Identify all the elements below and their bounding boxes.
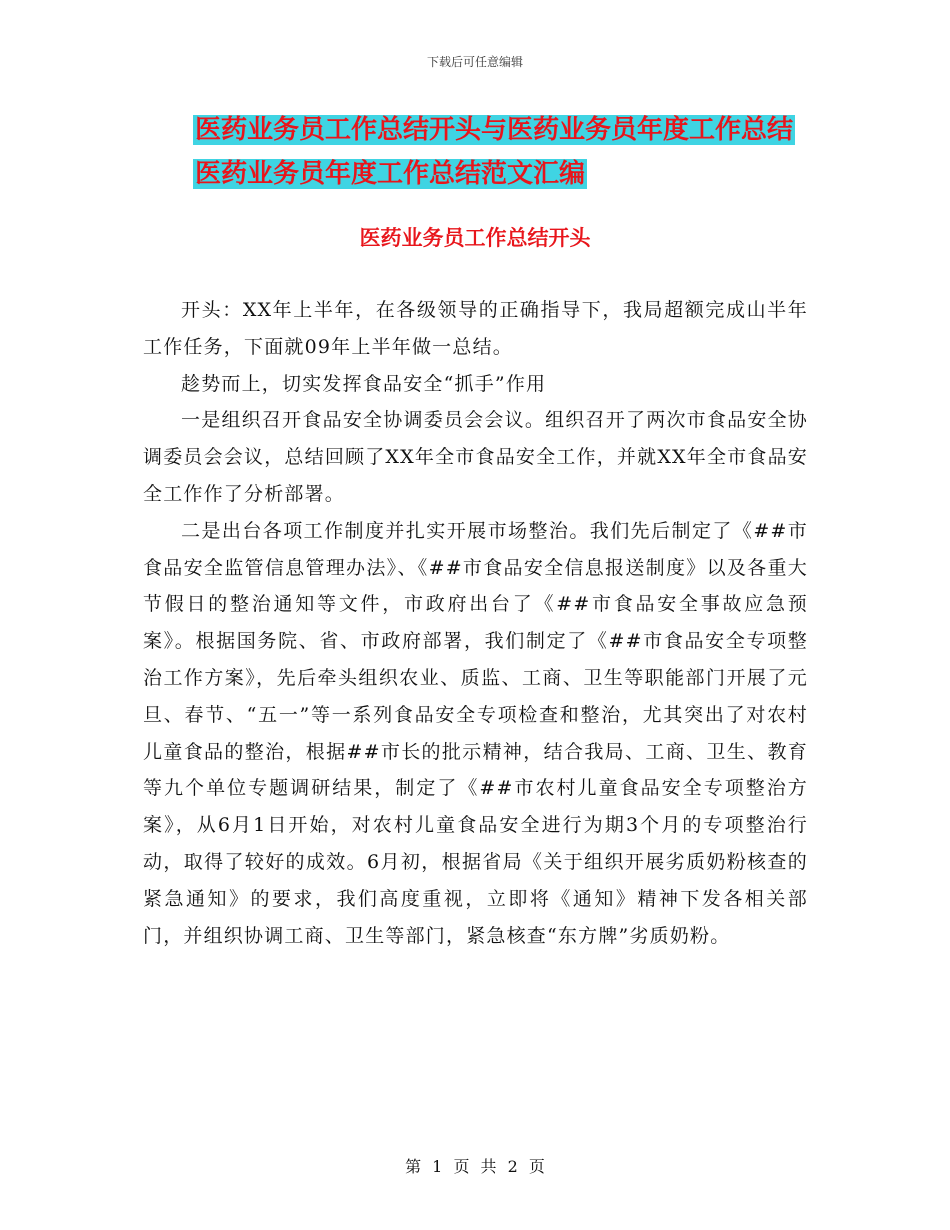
title-line-1 bbox=[193, 110, 795, 150]
title-line-1-text: 医药业务员工作总结开头与医药业务员年度工作总结 bbox=[195, 115, 794, 145]
page-number-footer: 第 1 页 共 2 页 bbox=[405, 1157, 545, 1176]
body-text bbox=[143, 292, 808, 954]
paragraph-item-1: 一是组织召开食品安全协调委员会会议。组织召开了两次市食品安全协调委员会会议，总结回顾了XX年全市食品安全工作，并就XX年全市食品安全工作作了分析部署。 bbox=[143, 409, 808, 505]
title-line-2 bbox=[193, 154, 587, 194]
section-heading: 医药业务员工作总结开头 bbox=[359, 226, 591, 250]
paragraph-item-2: 二是出台各项工作制度并扎实开展市场整治。我们先后制定了《##市食品安全监管信息管理办法》、《##市食品安全信息报送制度》以及各重大节假日的整治通知等文件，市政府出台了《##市食品安全事故应急预案》。根据国务院、省、市政府部署，我们制定了《##市食品安全专项整治工作方案》，先后牵头组织农业、质监、工商、卫生等职能部门开展了元旦、春节、“五一”等一系列食品安全专项检查和整治，尤其突出了对农村儿童食品的整治，根据##市长的批示精神，结合我局、工商、卫生、教育等九个单位专题调研结果，制定了《##市农村儿童食品安全专项整治方案》，从6月1日开始，对农村儿童食品安全进行为期3个月的专项整治行动，取得了较好的成效。6月初，根据省局《关于组织开展劣质奶粉核查的紧急通知》的要求，我们高度重视，立即将《通知》精神下发各相关部门，并组织协调工商、卫生等部门，紧急核查“东方牌”劣质奶粉。 bbox=[143, 519, 808, 947]
title-line-2-text: 医药业务员年度工作总结范文汇编 bbox=[195, 159, 586, 189]
paragraph-opening: 开头：XX年上半年，在各级领导的正确指导下，我局超额完成山半年工作任务，下面就09年上半年做一总结。 bbox=[143, 299, 808, 358]
paragraph-subheading: 趁势而上，切实发挥食品安全“抓手”作用 bbox=[181, 372, 547, 395]
header-note: 下载后可任意编辑 bbox=[426, 55, 523, 69]
